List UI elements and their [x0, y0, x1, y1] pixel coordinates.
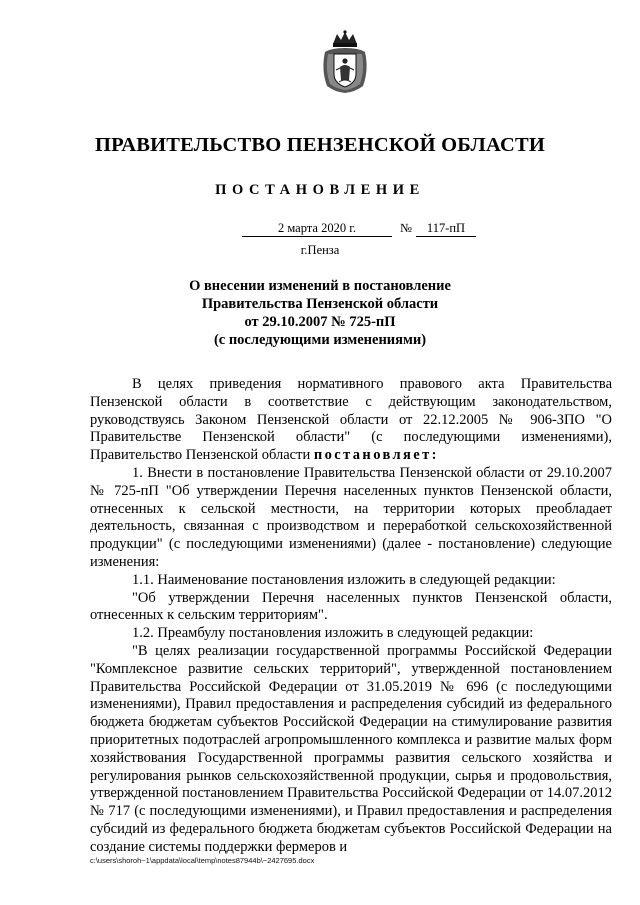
penza-coat-of-arms-icon	[319, 30, 371, 94]
paragraph-preamble	[90, 376, 612, 465]
paragraph-1-2: 1.2. Преамбулу постановления изложить в следующей редакции:	[132, 625, 534, 642]
paragraph-1-1-text: "Об утверждении Перечня населенных пунктов Пензенской области, отнесенных к сельским территориям".	[90, 589, 612, 624]
decree-subject	[0, 277, 640, 349]
document-body	[90, 376, 612, 857]
paragraph-1-2-text: "В целях реализации государственной программы Российской Федерации "Комплексное развитие сельских территорий", утвержденной постановлением Правительства Российской Федерации от 31.05.2019 № 696 (с последующими изменениями), Правил предоставления и распределения субсидий из федерального бюджета бюджетам субъектов Российской Федерации на стимулирование развития приоритетных подотраслей агропромышленного комплекса и развитие малых форм хозяйствования Государственной программы развития сельского хозяйства и регулирования рынков сельскохозяйственной продукции, сырья и продовольствия, утвержденной постановлением Правительства Российской Федерации от 14.07.2012 № 717 (с последующими изменениями), и Правил предоставления и распределения субсидий из федерального бюджета бюджетам субъектов Российской Федерации на создание системы поддержки фермеров и	[90, 642, 612, 855]
city: г.Пенза	[300, 243, 340, 257]
document-type: ПОСТАНОВЛЕНИЕ	[215, 182, 425, 198]
file-path-footer: c:\users\shoroh~1\appdata\local\temp\notes87944b\~2427695.docx	[90, 856, 315, 865]
decree-date: 2 марта 2020 г.	[242, 221, 392, 237]
subject-line: от 29.10.2007 № 725-пП	[244, 314, 396, 330]
paragraph-1-1: 1.1. Наименование постановления изложить в следующей редакции:	[132, 571, 556, 588]
government-title: ПРАВИТЕЛЬСТВО ПЕНЗЕНСКОЙ ОБЛАСТИ	[95, 134, 545, 156]
preamble-text: В целях приведения нормативного правового акта Правительства Пензенской области в соответствие с действующим законодательством, руководствуясь Законом Пензенской области от 22.12.2005 № 906-ЗПО "О Правительстве Пензенской области" (с последующими изменениями), Правительство Пензенской области	[90, 376, 612, 464]
paragraph-1: 1. Внести в постановление Правительства Пензенской области от 29.10.2007 № 725-пП "Об утверждении Перечня населенных пунктов Пензенской области, отнесенных к сельской местности, на территории которых преобладает деятельность, связанная с производством и переработкой сельскохозяйственной продукции" (с последующими изменениями) (далее - постановление) следующие изменения:	[90, 464, 612, 570]
subject-line: (с последующими изменениями)	[213, 332, 427, 348]
decree-number: 117-пП	[416, 221, 476, 237]
decree-keyword: постановляет:	[313, 447, 439, 464]
subject-line: Правительства Пензенской области	[201, 296, 439, 312]
number-sign: №	[400, 221, 412, 235]
subject-line: О внесении изменений в постановление	[189, 278, 451, 294]
